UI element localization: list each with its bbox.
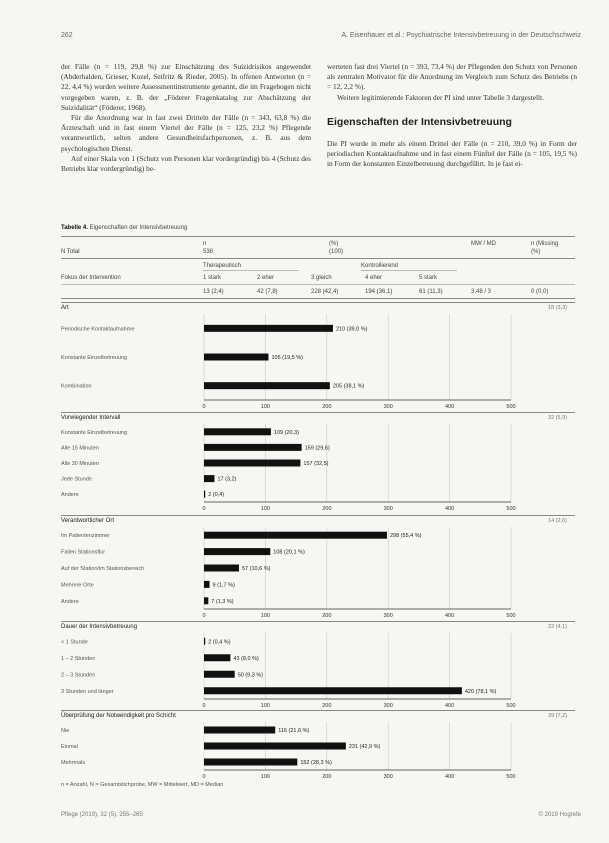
bar-chart-duration <box>61 621 575 709</box>
scale-1: 1 stark <box>203 275 222 281</box>
bar-value-label: 205 (38,1 %) <box>332 383 365 390</box>
chart-missing: 14 (2,6) <box>548 518 567 524</box>
bar-chart-review <box>61 710 575 780</box>
scale-value-4: 194 (36,1) <box>365 289 393 295</box>
x-tick-label: 100 <box>260 506 270 512</box>
x-tick-label: 0 <box>202 404 206 410</box>
chart-title: Dauer der Intensivbetreuung <box>61 624 138 630</box>
category-label: Konstante Einzelbetreuung <box>61 429 128 436</box>
category-label: Fallen Stationsflur <box>61 549 106 556</box>
category-label: Andere <box>61 598 79 605</box>
bar <box>204 475 214 482</box>
bar-value-label: 159 (29,6) <box>304 445 330 452</box>
x-tick-label: 0 <box>202 613 206 619</box>
x-tick-label: 300 <box>383 613 393 619</box>
chart-title: Überprüfung der Notwendigkeit pro Schicht <box>61 713 176 719</box>
total-label: N Total <box>61 249 80 255</box>
bar-chart-interval <box>61 412 575 512</box>
category-label: Alle 15 Minuten <box>61 445 99 452</box>
category-label: < 1 Stunde <box>61 639 88 646</box>
category-label: Mehrere Orte <box>61 582 94 589</box>
scale-3: 3 gleich <box>311 275 332 281</box>
x-tick-label: 200 <box>322 703 332 709</box>
category-label: 1 – 2 Stunden <box>61 655 96 662</box>
bar <box>204 671 235 678</box>
x-tick-label: 500 <box>506 613 516 619</box>
table-caption <box>61 225 187 231</box>
missing-pct-head: (%) <box>531 249 541 255</box>
x-tick-label: 0 <box>202 506 206 512</box>
category-label: 2 – 3 Stunden <box>61 672 96 679</box>
category-label: 3 Stunden und länger <box>61 688 114 695</box>
copyright: © 2019 Hogrefe <box>538 812 581 818</box>
x-tick-label: 500 <box>506 404 516 410</box>
journal-citation: Pflege (2019), 32 (5), 255–265 <box>61 812 143 818</box>
focus-row-label: Fokus der Intervention <box>61 275 121 281</box>
bar <box>204 548 270 555</box>
scale-value-3: 228 (42,4) <box>311 289 339 295</box>
bar-value-label: 116 (21,6 %) <box>278 728 310 734</box>
bar-value-label: 231 (42,9 %) <box>348 744 381 750</box>
category-label: Mehrmals <box>61 760 86 766</box>
chart-plot <box>61 515 575 619</box>
running-title: A. Eisenhauer et al.: Psychiatrische Intensivbetreuung in der Deutschschweiz <box>341 32 581 39</box>
scale-5: 5 stark <box>419 275 438 281</box>
category-label: Nie <box>61 728 70 734</box>
x-tick-label: 500 <box>506 703 516 709</box>
scale-value-1: 13 (2,4) <box>203 289 224 295</box>
left-column <box>61 62 311 174</box>
x-tick-label: 0 <box>202 703 206 709</box>
bar-value-label: 43 (8,0 %) <box>233 655 259 662</box>
bar <box>204 654 230 661</box>
scale-4: 4 eher <box>365 275 383 281</box>
bar-value-label: 157 (32,5) <box>303 461 329 467</box>
bar <box>204 727 275 734</box>
table-caption-label: Tabelle 4. <box>61 225 88 231</box>
body-paragraph: Die PI wurde in mehr als einem Drittel der Fälle (n = 210, 39,0 %) in Form der periodischen Kontaktaufnahme und in fast einem Fünftel der Fälle (n = 105, 19,5 %) in Form der konstanten Einzelbetreuung durchgeführt. In je fast ei- <box>327 139 577 169</box>
chart-missing: 18 (3,3) <box>548 305 567 311</box>
table-footnote: n = Anzahl, N = Gesamtstichprobe, MW = Mittelwert, MD = Median <box>61 782 224 788</box>
x-tick-label: 300 <box>383 703 393 709</box>
bar <box>204 444 302 451</box>
running-header <box>61 32 581 44</box>
x-tick-label: 200 <box>322 404 332 410</box>
bar <box>204 687 462 694</box>
col-head-n: n <box>203 241 207 247</box>
body-paragraph: werteten fast drei Viertel (n = 393, 73,4 %) der Pflegenden den Schutz von Personen als zentralen Motivator für die Anordnung im Vergleich zum Schutz des Betriebs (n = 12, 2,2 %). <box>327 62 577 92</box>
x-tick-label: 100 <box>260 774 270 780</box>
chart-title: Art <box>61 305 69 311</box>
x-tick-label: 200 <box>322 774 332 780</box>
bar-value-label: 298 (55,4 %) <box>389 533 422 540</box>
bar <box>204 382 330 389</box>
bar-value-label: 2 (0,4 %) <box>208 639 231 646</box>
bar <box>204 597 208 604</box>
section-heading: Eigenschaften der Intensivbetreuung <box>327 115 512 128</box>
controlling-head: Kontrollierend <box>361 263 399 269</box>
x-tick-label: 100 <box>260 703 270 709</box>
scale-value-2: 42 (7,8) <box>257 289 278 295</box>
category-label: Jede Stunde <box>61 476 92 483</box>
bar-value-label: 50 (9,3 %) <box>237 672 264 679</box>
bar-value-label: 152 (28,3 %) <box>300 760 332 766</box>
category-label: Kombination <box>61 383 92 390</box>
col-head-missing: n (Missing <box>531 241 559 247</box>
scale-2: 2 eher <box>257 275 275 281</box>
bar-value-label: 7 (1,3 %) <box>211 598 234 605</box>
x-tick-label: 500 <box>506 774 516 780</box>
chart-missing: 22 (4,1) <box>548 624 567 630</box>
bar-value-label: 9 (1,7 %) <box>212 582 235 589</box>
bar-value-label: 2 (0,4) <box>208 492 225 499</box>
x-tick-label: 400 <box>445 613 455 619</box>
bar <box>204 491 205 498</box>
bar-chart-location <box>61 515 575 619</box>
x-tick-label: 0 <box>202 774 206 780</box>
col-head-mw: MW / MD <box>471 241 496 247</box>
bar <box>204 743 346 750</box>
bar-value-label: 17 (3,2) <box>217 476 237 483</box>
chart-plot <box>61 412 575 512</box>
bar <box>204 428 271 435</box>
total-n: 538 <box>203 249 214 255</box>
body-paragraph: Für die Anordnung war in fast zwei Dritteln der Fälle (n = 343, 63,8 %) die Ärzteschaft und in fast einem Viertel der Fälle (n = 125, 23,2 %) Pflegende verantwortlich, selten andere Gesundheitsfachpersonen, z. B. aus dem psychologischen Dienst. <box>61 113 311 153</box>
bar <box>204 581 210 588</box>
x-tick-label: 300 <box>383 506 393 512</box>
bar <box>204 460 300 467</box>
total-pct: (100) <box>329 249 344 255</box>
bar-value-label: 105 (19,5 %) <box>271 355 303 361</box>
category-label: Einmal <box>61 744 78 750</box>
category-label: Im Patientenzimmer <box>61 533 110 540</box>
body-paragraph: Weitere legitimierende Faktoren der PI sind unter Tabelle 3 dargestellt. <box>337 92 544 102</box>
chart-plot <box>61 621 575 709</box>
col-head-pct: (%) <box>329 241 339 247</box>
x-tick-label: 100 <box>260 613 270 619</box>
x-tick-label: 100 <box>260 404 270 410</box>
category-label: Alle 30 Minuten <box>61 461 99 467</box>
bar <box>204 354 268 361</box>
x-tick-label: 300 <box>383 774 393 780</box>
x-tick-label: 400 <box>445 774 455 780</box>
category-label: Auf der Station/im Stationsbereich <box>61 566 145 572</box>
x-tick-label: 300 <box>383 404 393 410</box>
bar-value-label: 210 (39,0 %) <box>335 326 368 333</box>
x-tick-label: 400 <box>445 703 455 709</box>
priority-missing: 0 (0,0) <box>531 289 549 295</box>
chart-plot <box>61 710 575 780</box>
bar-value-label: 57 (10,6 %) <box>241 566 271 572</box>
x-tick-label: 200 <box>322 613 332 619</box>
category-label: Andere <box>61 492 79 499</box>
x-tick-label: 400 <box>445 404 455 410</box>
bar <box>204 638 205 645</box>
bar <box>204 565 239 572</box>
scale-value-5: 61 (11,3) <box>419 289 443 295</box>
page-number: 262 <box>61 32 73 39</box>
chart-missing: 32 (5,9) <box>548 415 567 421</box>
chart-title: Vorwiegender Intervall <box>61 415 121 421</box>
chart-title: Verantwortlicher Ort <box>61 518 115 524</box>
bar-chart-art <box>61 302 575 410</box>
bar-value-label: 108 (20,1 %) <box>273 549 305 556</box>
bar <box>204 759 297 766</box>
chart-plot <box>61 302 575 410</box>
category-label: Periodische Kontaktaufnahme <box>61 326 135 333</box>
bar <box>204 325 333 332</box>
body-paragraph: der Fälle (n = 119, 29,8 %) zur Einschätzung des Suizidrisikos angewendet (Abderhalden, Grieser, Kozel, Seifritz & Rieder, 2005). In offenen Antworten (n = 22, 4,4 %) wurden weitere Assessmentinstrumente genannt, die im Fragebogen nicht vorgegeben waren, z. B. der „Föderer Fragenkatalog zur Abschätzung der Suizidalität“ (Föderer, 1968). <box>61 62 311 112</box>
bar-value-label: 109 (20,3) <box>273 429 300 436</box>
x-tick-label: 500 <box>506 506 516 512</box>
priority-mw: 3,48 / 3 <box>471 289 492 295</box>
therapeutic-head: Therapeutisch <box>203 263 242 269</box>
x-tick-label: 400 <box>445 506 455 512</box>
category-label: Konstante Einzelbetreuung <box>61 355 128 361</box>
x-tick-label: 200 <box>322 506 332 512</box>
bar-value-label: 420 (78,1 %) <box>464 688 497 695</box>
right-column <box>327 62 577 170</box>
body-paragraph: Auf einer Skala von 1 (Schutz von Personen klar vordergründig) bis 4 (Schutz des Betriebs klar vordergründig) be- <box>61 153 312 174</box>
bar <box>204 532 387 539</box>
chart-missing: 39 (7,2) <box>548 713 567 719</box>
table-caption-text: Eigenschaften der Intensivbetreuung <box>87 225 188 231</box>
